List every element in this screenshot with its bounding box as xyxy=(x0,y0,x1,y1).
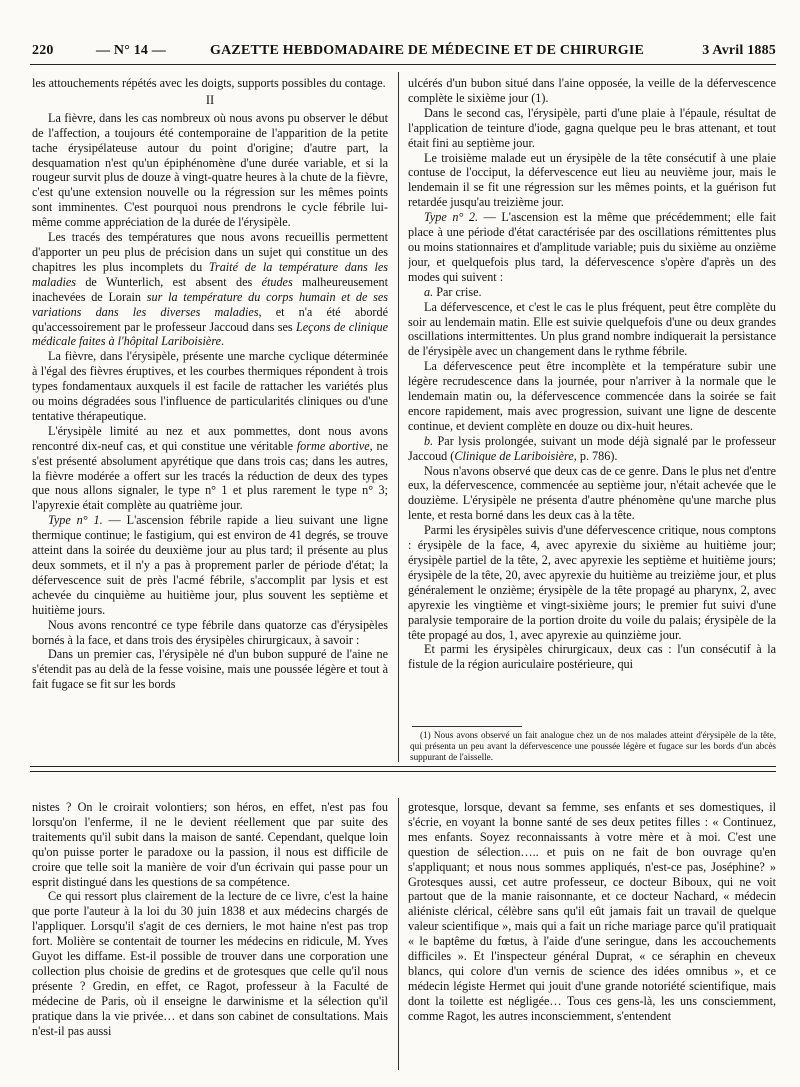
cited-title: Clinique de Lariboisière xyxy=(454,448,574,463)
text-run: , p. 786). xyxy=(573,448,618,463)
issue-date: 3 Avril 1885 xyxy=(702,43,776,58)
cited-title: Leçons de clinique médicale faites à l'hôpital Lariboisière xyxy=(32,319,388,349)
text-run: Par lysis prolongée, suivant un mode déjà signalé par le professeur Jaccoud ( xyxy=(408,433,776,463)
paragraph: ulcérés d'un bubon situé dans l'aine opposée, la veille de la défervescence complète le sixième jour (1). xyxy=(408,76,776,105)
paragraph xyxy=(408,434,776,464)
text-run: , et n'a été abordé qu'accessoirement par le professeur Jaccoud dans ses xyxy=(32,304,388,334)
text-run: — L'ascension fébrile rapide a lieu suivant une ligne thermique continue; le fastigium, qui est environ de 41 degrés, se trouve atteint dans la soirée du deuxième jour au plus tard; il présente au plus deux sommets, et il n'y a pas à proprement parler de période d'état; la défervescence suit de près l'acmé fébrile, s'accomplit par lysis et est achevée du cinquième au huitième jour, plus souvent les septième et huitième jours. xyxy=(32,513,388,617)
running-header xyxy=(30,40,776,65)
column-divider-bottom xyxy=(398,798,399,1070)
text-run: , ne s'est présenté absolument apyrétique que dans trois cas; dans les autres, la fièvre modérée a offert sur les tracés la réduction de deux des types que nous allons signaler, le type n° 1 et plus rarement le type n° 3; l'apyrexie était complète au quatrième jour. xyxy=(32,438,388,513)
type-label: Type n° 1. xyxy=(48,513,103,528)
paragraph xyxy=(32,230,388,349)
text-run: — L'ascension est la même que précédemment; elle fait place à une période d'état caractérisée par des oscillations rémittentes plus ou moins stationnaires et d'amplitude variable; puis du sixième au onzième jour, et quelquefois plus tard, la défervescence s'opère d'après un des modes qui suivent : xyxy=(408,210,776,284)
paragraph: La fièvre, dans les cas nombreux où nous avons pu observer le début de l'affection, a toujours été contemporaine de l'apparition de la petite tache érysipélateuse autour du point d'origine; d'autre part, la desquamation n'est qu'un épiphénomène d'une durée variable, et si la rougeur survit plus de douze à vingt-quatre heures à la chute de la fièvre, c'est qu'une extension nouvelle ou la régression sur les mêmes points sont imminentes. C'est pourquoi nous prendrons le cycle fébrile lui-même comme appréciation de la durée de l'érysipèle. xyxy=(32,110,388,230)
footnote-text: (1) Nous avons observé un fait analogue chez un de nos malades atteint d'érysipèle de la tête, qui présenta un peu avant la défervescence une poussée légère et fugace sur les bords d'un abcès suppurant de l'aisselle. xyxy=(410,730,776,762)
text-run: Par crise. xyxy=(433,284,482,299)
emphasis: forme abortive xyxy=(296,438,370,453)
paragraph: nistes ? On le croirait volontiers; son héros, en effet, n'est pas fou lorsqu'on l'enferme, il ne le devient réellement que par suite des traitements qu'il subit dans la maison de santé. Cependant, quelque loin qu'on puisse porter le paradoxe ou la passion, il nous est difficile de croire que telle soit la manière de voir d'un écrivain qui passe pour un esprit distingué dans les questions de sa compétence. xyxy=(32,800,388,889)
section-heading: II xyxy=(205,92,215,107)
paragraph xyxy=(32,513,388,617)
issue-number: — N° 14 — xyxy=(96,43,167,58)
cited-title: sur la température du corps humain et de ses variations dans les diverses maladies xyxy=(32,289,388,319)
paragraph: La fièvre, dans l'érysipèle, présente une marche cyclique déterminée à l'égal des fièvres éruptives, et les courbes thermiques répondent à trois types fondamentaux auxquels il est facile de rattacher les variétés plus ou moins dégradées sous l'influence de particularités cliniques ou d'une tentative thérapeutique. xyxy=(32,349,388,423)
paragraph: Nous avons rencontré ce type fébrile dans quatorze cas d'érysipèles bornés à la face, et dans trois des érysipèles chirurgicaux, à savoir : xyxy=(32,617,388,647)
paragraph: les attouchements répétés avec les doigts, supports possibles du contage. xyxy=(32,76,386,90)
list-marker: b. xyxy=(424,433,434,448)
column-divider-top xyxy=(398,72,399,762)
text-run: Les tracés des températures que nous avons recueillis permettent d'apporter un peu plus de précision dans un sujet qui constitue un des chapitres les plus incomplets du xyxy=(32,230,388,274)
paragraph: Dans le second cas, l'érysipèle, parti d'une plaie à l'épaule, résultat de l'application de teinture d'iode, gagna quelque peu le bras attenant, et tout était fini au septième jour. xyxy=(408,105,776,150)
section-separator-rule xyxy=(30,766,776,767)
journal-title: GAZETTE HEBDOMADAIRE DE MÉDECINE ET DE CHIRURGIE xyxy=(210,43,645,58)
text-run: . xyxy=(221,334,225,349)
article-column-right xyxy=(408,76,776,720)
feuilleton-column-left xyxy=(32,800,388,1070)
feuilleton-column-right xyxy=(408,800,776,1070)
paragraph: La défervescence peut être incomplète et la température subir une légère recrudescence dans la journée, pour n'arriver à la normale que le lendemain matin ou, la défervescence commencée dans la soirée se fait encore rapidement, mais avec progression, suivant une ligne de descente continue, et devient complète en douze ou dix-huit heures. xyxy=(408,359,776,433)
footnote-rule xyxy=(412,726,522,727)
article-column-left xyxy=(32,76,388,756)
paragraph: Nous n'avons observé que deux cas de ce genre. Dans le plus net d'entre eux, la défervescence, commencée au septième jour, n'était achevée que le douzième. L'érysipèle ne présenta d'autre phénomène qu'une marche plus lente, et resta borné dans les deux cas à la tête. xyxy=(408,463,776,523)
text-run: malheureusement inachevées de Lorain xyxy=(32,274,388,304)
paragraph: Le troisième malade eut un érysipèle de la tête consécutif à une plaie contuse de l'occiput, la défervescence eut lieu au neuvième jour, mais le lendemain il se fit une régression sur les mêmes points, et la guérison fut retardée jusqu'au treizième jour. xyxy=(408,150,776,210)
paragraph xyxy=(408,210,776,285)
text-run: L'érysipèle limité au nez et aux pommettes, dont nous avons rencontré dix-neuf cas, et qui constitue une véritable xyxy=(32,423,388,453)
paragraph: Ce qui ressort plus clairement de la lecture de ce livre, c'est la haine que porte l'auteur à la loi du 30 juin 1838 et aux médecins chargés de l'appliquer. Lorsqu'il s'agit de ces derniers, le mot haine n'est pas trop fort. Molière se contentait de tourner les médecins en ridicule, M. Yves Guyot les diffame. Est-il possible de trouver dans une corporation une collection plus choisie de gredins et de grotesques que celle qu'il nous présente ? Gredin, en effet, ce Ragot, professeur à la Faculté de médecine de Paris, où il enseigne le darwinisme et la sélection qu'il pratique dans la vie privée… et dans son cabinet de consultations. Mais n'est-il pas aussi xyxy=(32,889,388,1038)
paragraph: La défervescence, et c'est le cas le plus fréquent, peut être complète du soir au lendemain matin. Elle est suivie quelquefois d'une ou deux grandes oscillations intermittentes. Un plus grand nombre indiquerait la persistance de l'érysipèle avec un changement dans le rythme fébrile. xyxy=(408,299,776,359)
cited-title: Traité de la température dans les maladies xyxy=(32,259,388,289)
page-number: 220 xyxy=(32,43,54,58)
footnote xyxy=(410,730,776,763)
paragraph: Et parmi les érysipèles chirurgicaux, deux cas : l'un consécutif à la fistule de la région auriculaire postérieure, qui xyxy=(408,642,776,672)
paragraph: Parmi les érysipèles suivis d'une défervescence critique, nous comptons : érysipèle de la face, 4, avec apyrexie du sixième au huitième jour; érysipèle partiel de la tête, 2, avec apyrexie les septième et huitième jours; érysipèle de la tête, 20, avec apyrexie du huitième au treizième jour, et plus généralement le onzième; érysipèle de la tête propagé au pharynx, 2, avec apyrexie les vingtième et vingt-sixième jours; le premier fut suivi d'une paralysie temporaire de la portion droite du voile du palais; érysipèle de la tête propagé au dos, 1, avec apyrexie au quinzième jour. xyxy=(408,523,776,642)
paragraph: Dans un premier cas, l'érysipèle né d'un bubon suppuré de l'aine ne s'étendit pas au delà de la fesse voisine, mais une poussée légère et tout à fait fugace se fit sur les bords xyxy=(32,647,388,692)
paragraph xyxy=(408,285,776,300)
paragraph xyxy=(32,424,388,513)
section-separator-rule xyxy=(30,771,776,772)
text-run: de Wunterlich, est absent des xyxy=(76,274,262,289)
type-label: Type n° 2. xyxy=(424,210,479,225)
list-marker: a. xyxy=(424,284,434,299)
cited-title: études xyxy=(261,274,293,289)
paragraph: grotesque, lorsque, devant sa femme, ses enfants et ses domestiques, il s'écrie, en voyant la bonne santé de ses deux petites filles : « Continuez, mes enfants. Soyez reconnaissants à votre mère et à moi. C'est une question de sélection….. et puis on ne fait de bon ouvrage qu'en s'appliquant; et nous nous sommes appliqués, n'est-ce pas, Joséphine? » Grotesques aussi, cet autre professeur, ce docteur Biboux, qui ne voit partout que de la manie raisonnante, et ce docteur Nachard, « médecin aliéniste clérical, célèbre sans qu'il eût jamais fait un travail de quelque valeur scientifique », mais qui a fait un riche mariage parce qu'il pratiquait « le baptême du fœtus, à l'aide d'une seringue, dans les accouchements difficiles ». Et l'inspecteur général Duprat, « ce séraphin en cheveux blancs, qui colore d'un vernis de science des idées omnibus », et ce médecin légiste Hermet qui jouit d'une grande notoriété scientifique, mais dont la toilette est négligée… Tous ces gens-là, les uns consciemment, comme Ragot, les autres inconsciemment, s'entendent xyxy=(408,800,776,1023)
